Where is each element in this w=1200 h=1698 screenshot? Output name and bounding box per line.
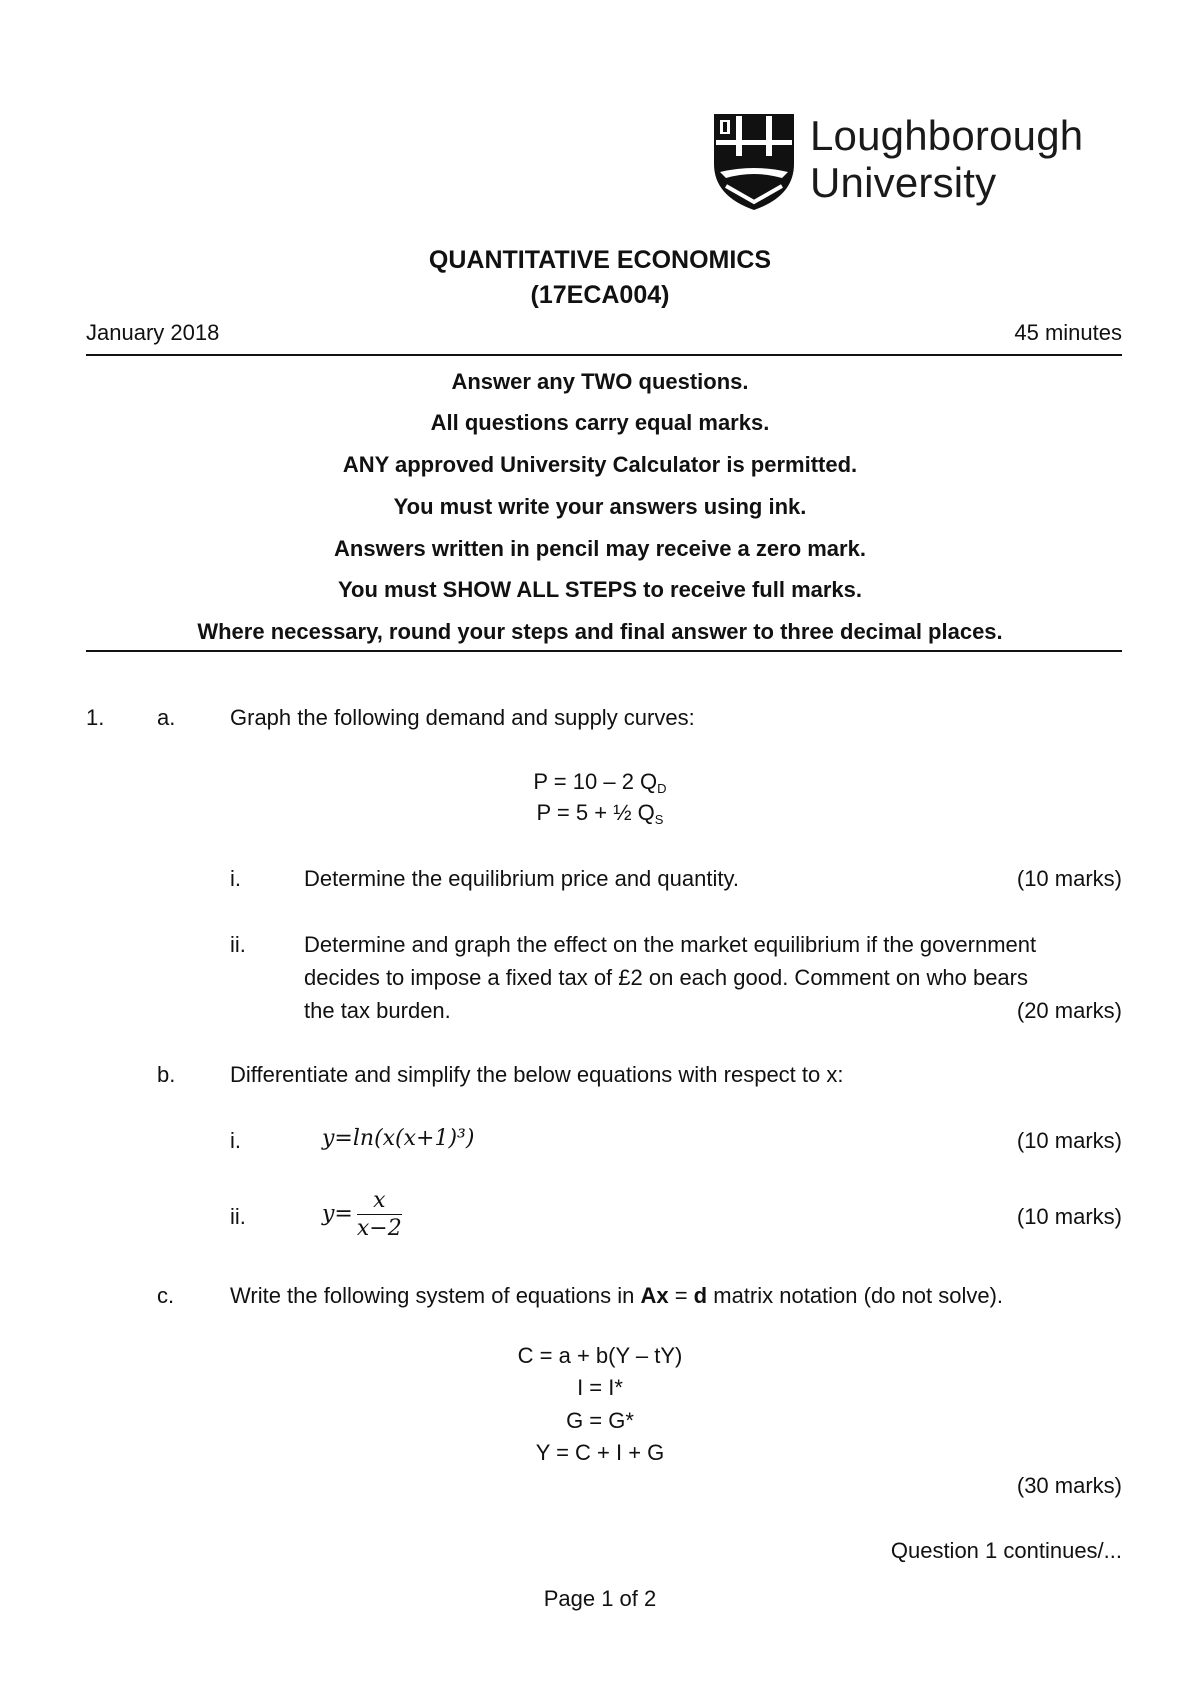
part-a-ii-line3: the tax burden. <box>304 998 451 1023</box>
instruction-line: All questions carry equal marks. <box>430 410 770 435</box>
fraction-denominator: x−2 <box>356 1216 402 1241</box>
continues-note: Question 1 continues/... <box>890 1538 1122 1563</box>
exam-duration: 45 minutes <box>1014 320 1122 345</box>
exam-title: QUANTITATIVE ECONOMICS <box>428 246 772 274</box>
supply-equation <box>0 800 1200 833</box>
instruction-line: Answers written in pencil may receive a zero mark. <box>334 536 866 561</box>
page-number: Page 1 of 2 <box>543 1586 657 1611</box>
matrix-d: d <box>693 1283 708 1308</box>
fraction-numerator: x <box>357 1188 402 1215</box>
part-a-i-marks: (10 marks) <box>1016 866 1122 891</box>
instruction-line: Where necessary, round your steps and final answer to three decimal places. <box>197 619 1003 644</box>
instruction-line: ANY approved University Calculator is permitted. <box>342 452 858 477</box>
part-b-ii-equation <box>322 1188 402 1241</box>
system-equation: G = G* <box>566 1408 634 1433</box>
part-b-text: Differentiate and simplify the below equations with respect to x: <box>230 1062 844 1087</box>
part-c-text-pre: Write the following system of equations in <box>230 1283 641 1308</box>
crest-icon <box>712 112 796 212</box>
top-rule <box>86 354 1122 356</box>
logo-text-line1: Loughborough <box>810 112 1084 159</box>
part-c-marks: (30 marks) <box>1016 1473 1122 1498</box>
supply-equation-main: P = 5 + ½ Q <box>536 800 655 825</box>
part-b-i-marks: (10 marks) <box>1016 1128 1122 1153</box>
part-a-label: a. <box>157 705 176 730</box>
part-c-label: c. <box>157 1283 175 1308</box>
exam-code: (17ECA004) <box>530 281 670 309</box>
system-equation: Y = C + I + G <box>535 1440 665 1465</box>
part-a-text: Graph the following demand and supply curves: <box>230 705 695 730</box>
instruction-line: You must write your answers using ink. <box>393 494 807 519</box>
part-b-i-equation: y=ln(x(x+1)³) <box>322 1126 475 1151</box>
fraction <box>357 1188 402 1241</box>
part-c-text-mid: = <box>668 1283 694 1308</box>
part-a-i-text: Determine the equilibrium price and quantity. <box>304 866 739 891</box>
part-c-text <box>230 1283 1003 1309</box>
part-a-i-label: i. <box>230 866 241 891</box>
bottom-rule <box>86 650 1122 652</box>
part-b-ii-lhs: y= <box>322 1201 353 1227</box>
part-b-ii-marks: (10 marks) <box>1016 1204 1122 1229</box>
demand-equation <box>0 769 1200 802</box>
instruction-line: You must SHOW ALL STEPS to receive full marks. <box>337 577 863 602</box>
system-equation: I = I* <box>577 1375 623 1400</box>
logo-text-line2: University <box>810 159 997 206</box>
part-b-ii-label: ii. <box>230 1204 246 1229</box>
part-b-i-label: i. <box>230 1128 241 1153</box>
demand-subscript: D <box>657 781 667 796</box>
supply-subscript: S <box>654 812 664 827</box>
part-a-ii-marks: (20 marks) <box>1016 998 1122 1023</box>
part-a-ii-label: ii. <box>230 932 246 957</box>
matrix-ax: Ax <box>640 1283 669 1308</box>
system-equation: C = a + b(Y – tY) <box>517 1343 683 1368</box>
instruction-line: Answer any TWO questions. <box>451 369 749 394</box>
university-logo <box>712 112 1092 212</box>
question-number: 1. <box>86 705 105 730</box>
part-c-text-post: matrix notation (do not solve). <box>707 1283 1004 1308</box>
part-b-label: b. <box>157 1062 176 1087</box>
demand-equation-main: P = 10 – 2 Q <box>533 769 658 794</box>
part-a-ii-line1: Determine and graph the effect on the market equilibrium if the government <box>304 932 1037 957</box>
exam-date: January 2018 <box>86 320 220 345</box>
part-a-ii-line2: decides to impose a fixed tax of £2 on each good. Comment on who bears <box>304 965 1028 990</box>
